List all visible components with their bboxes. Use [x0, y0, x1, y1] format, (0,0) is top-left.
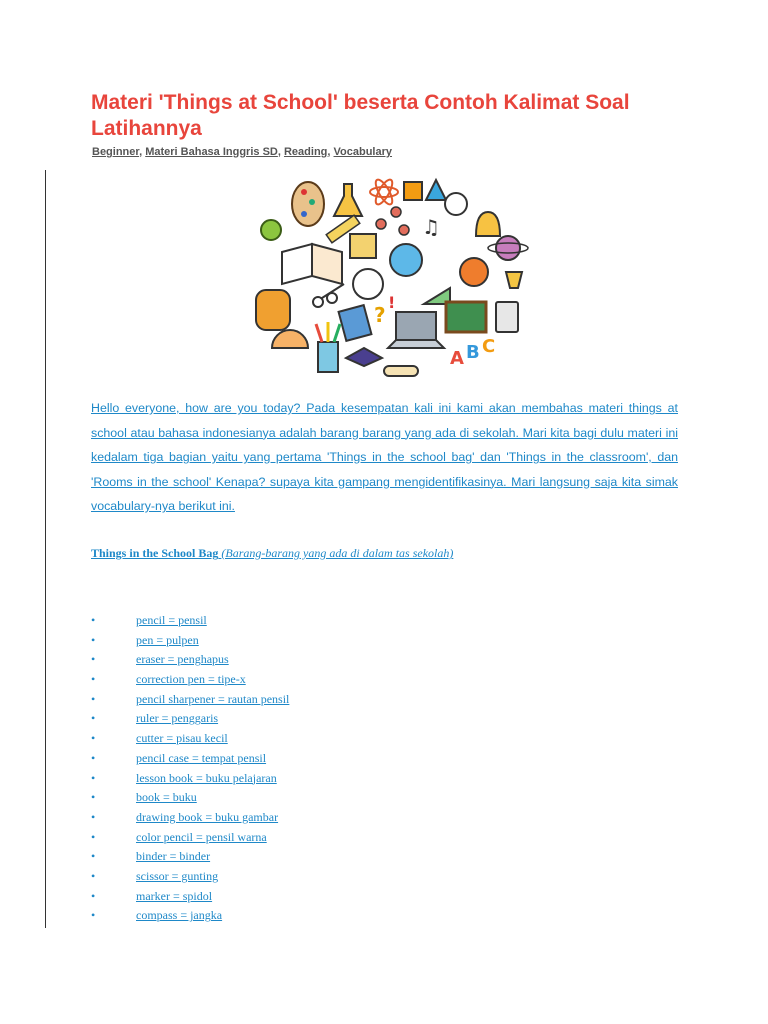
calculator-icon	[496, 302, 518, 332]
basketball-icon	[460, 258, 488, 286]
backpack-icon	[256, 290, 290, 330]
list-item[interactable]: • correction pen = tipe-x	[91, 672, 246, 687]
scissors-icon	[313, 284, 344, 307]
list-item[interactable]: • ruler = penggaris	[91, 711, 219, 726]
pencil-cup-icon	[316, 322, 340, 372]
list-item[interactable]: • compass = jangka	[91, 908, 223, 923]
exclamation-icon: !	[388, 293, 396, 312]
tag-link[interactable]: Materi Bahasa Inggris SD	[145, 146, 278, 158]
list-item[interactable]: • color pencil = pensil warna	[91, 829, 267, 844]
list-item[interactable]: • lesson book = buku pelajaran	[91, 770, 277, 785]
protractor-icon	[272, 330, 308, 348]
notepad-icon	[350, 234, 376, 258]
list-item[interactable]: • pencil = pensil	[91, 613, 207, 627]
laptop-icon	[388, 312, 444, 348]
question-mark-icon: ?	[374, 303, 386, 327]
list-item[interactable]: • binder = binder	[91, 849, 211, 864]
graduation-cap-icon	[346, 348, 382, 366]
bell-icon	[476, 212, 500, 236]
list-item[interactable]: • scissor = gunting	[91, 868, 219, 883]
palette-icon	[292, 182, 324, 226]
list-item[interactable]: • pencil case = tempat pensil	[91, 750, 267, 765]
flask-icon	[334, 184, 362, 216]
vocabulary-list	[91, 611, 289, 926]
chalkboard-icon	[446, 302, 486, 332]
globe-icon	[390, 244, 422, 276]
book-icon	[282, 244, 342, 284]
left-margin-rule	[45, 170, 46, 928]
trophy-icon	[506, 272, 522, 288]
planet-icon	[488, 236, 528, 260]
list-item[interactable]: • drawing book = buku gambar	[91, 809, 279, 824]
tag-link[interactable]: Vocabulary	[333, 146, 393, 158]
school-supplies-illustration	[236, 172, 532, 390]
list-item[interactable]: • marker = spidol	[91, 888, 213, 903]
molecule-icon	[376, 207, 409, 235]
cube-icon	[404, 182, 422, 200]
tag-link[interactable]: Beginner	[92, 146, 140, 158]
tag-list: Beginner, Materi Bahasa Inggris SD, Reading, Vocabulary	[92, 146, 393, 158]
atom-icon	[370, 177, 398, 206]
tag-link[interactable]: Reading	[283, 146, 328, 158]
notebook-icon	[339, 305, 372, 341]
article-title: Materi 'Things at School' beserta Contoh Kalimat Soal Latihannya	[91, 91, 630, 140]
letter-c-icon: C	[482, 336, 496, 357]
triangle-icon	[426, 180, 446, 200]
letter-b-icon: B	[466, 342, 480, 363]
letter-a-icon: A	[450, 348, 464, 369]
apple-icon	[261, 220, 281, 240]
intro-paragraph[interactable]: Hello everyone, how are you today? Pada kesempatan kali ini kami akan membahas materi things at school atau bahasa indonesianya adalah barang barang yang ada di sekolah. Mari kita bagi dulu materi ini kedalam tiga bagian yaitu yang pertama 'Things in the school bag' dan 'Things in the classroom', dan 'Rooms in the school' Kenapa? supaya kita gampang mengidentifikasinya. Mari langsung saja kita simak vocabulary-nya berikut ini.	[91, 401, 678, 513]
music-notes-icon: ♫	[422, 215, 440, 239]
diploma-icon	[384, 366, 418, 376]
soccer-ball-icon	[353, 269, 383, 299]
list-item[interactable]: • pencil sharpener = rautan pensil	[91, 691, 290, 706]
section-heading[interactable]: Things in the School Bag (Barang-barang yang ada di dalam tas sekolah)	[91, 546, 454, 560]
list-item[interactable]: • book = buku	[91, 790, 197, 805]
list-item[interactable]: • cutter = pisau kecil	[91, 731, 228, 746]
list-item[interactable]: • pen = pulpen	[91, 632, 199, 647]
list-item[interactable]: • eraser = penghapus	[91, 652, 229, 667]
clock-icon	[445, 193, 467, 215]
